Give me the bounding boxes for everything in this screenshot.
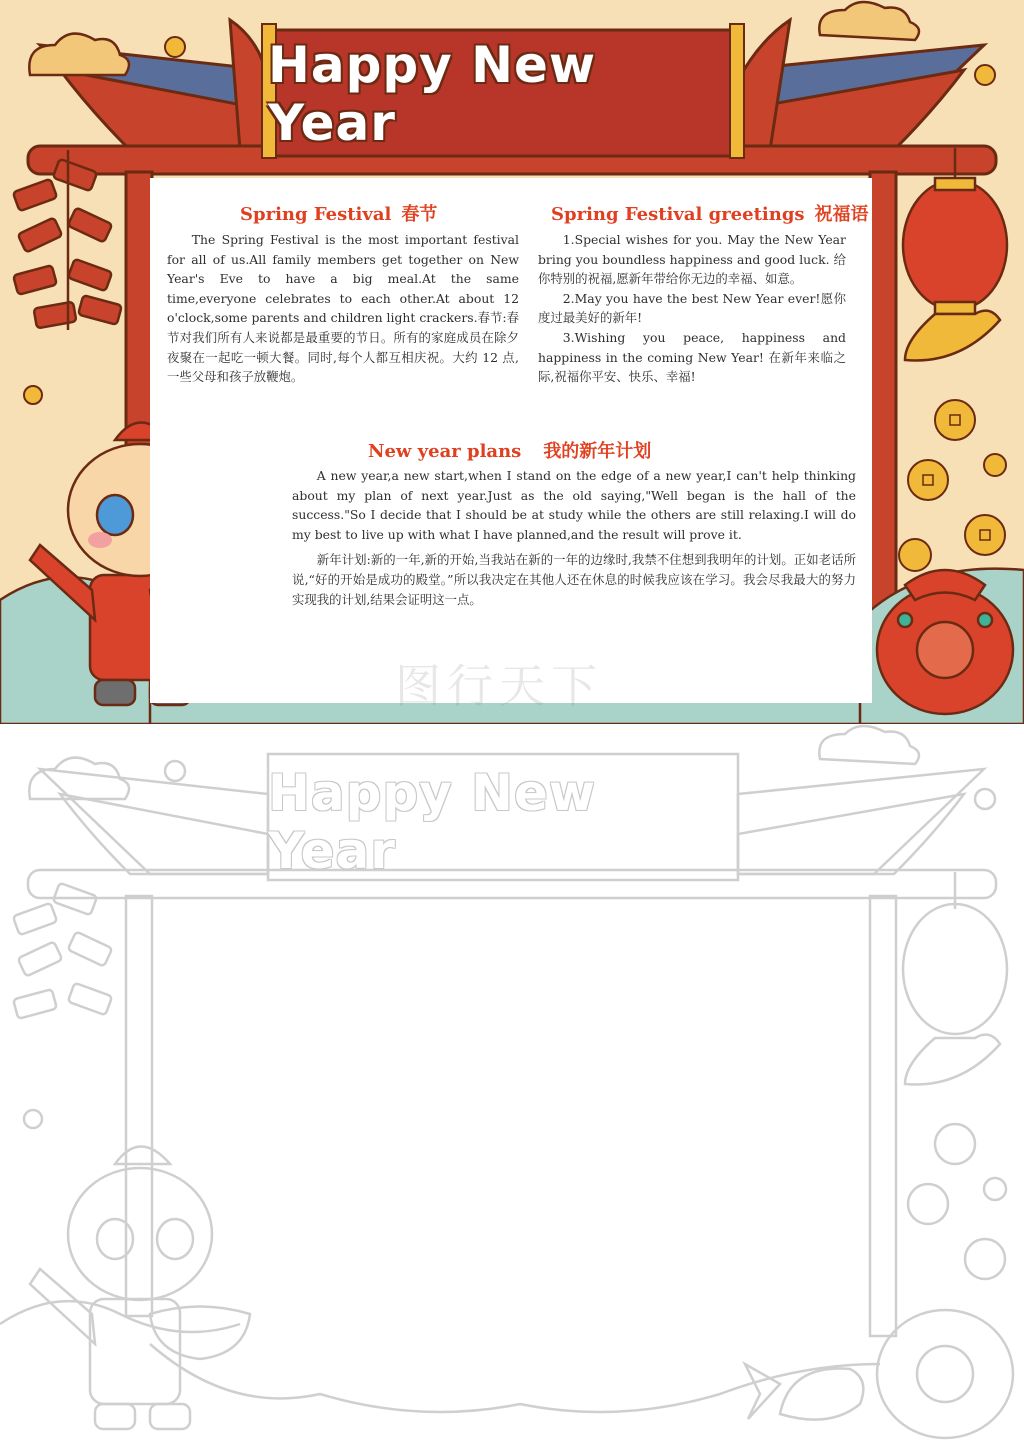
- greetings-title-en: Spring Festival greetings: [551, 204, 805, 225]
- plans-title-cn: 我的新年计划: [543, 441, 652, 462]
- greetings-title-cn: 祝福语: [814, 204, 869, 225]
- spring-festival-text: [167, 230, 519, 387]
- greetings-heading: [551, 200, 869, 226]
- lantern-icon: [903, 148, 1007, 361]
- spring-festival-heading: [240, 200, 437, 226]
- plans-paragraph-en: A new year,a new start,when I stand on the edge of a new year,I can't help thinking about my plan of next year.Just as the old saying,"Well began is the hall of the success."So I decide that I should be at study while the others are still relaxing.I will do my best to live up with what I have planned,and the result will prove it.: [292, 468, 856, 542]
- greetings-text: [538, 230, 846, 387]
- spring-festival-title-en: Spring Festival: [240, 204, 392, 225]
- page-title: Happy New Year: [268, 36, 597, 152]
- plans-text: [292, 466, 856, 609]
- outline-title-banner: [268, 764, 738, 880]
- plans-title-en: New year plans: [368, 441, 522, 462]
- greeting-item: 2.May you have the best New Year ever!愿你度过最美好的新年!: [538, 290, 846, 326]
- watermark: 图行天下: [395, 659, 603, 713]
- firecracker-icon: [13, 150, 122, 330]
- greeting-item: 3.Wishing you peace, happiness and happiness in the coming New Year! 在新年来临之际,祝福你平安、快乐、幸福!: [538, 329, 846, 385]
- outline-page-title: Happy New Year: [268, 764, 597, 880]
- plans-paragraph-cn: 新年计划:新的一年,新的开始,当我站在新的一年的边缘时,我禁不住想到我明年的计划。正如老话所说,“好的开始是成功的殿堂。”所以我决定在其他人还在休息的时候我应该在学习。我会尽我最大的努力实现我的计划,结果会证明这一点。: [292, 552, 856, 607]
- plans-heading: [368, 437, 651, 463]
- greeting-item: 1.Special wishes for you. May the New Year bring you boundless happiness and good luck. 给你特别的祝福,愿新年带给你无边的幸福、如意。: [538, 232, 846, 287]
- title-banner: [268, 30, 738, 158]
- spring-festival-paragraph: The Spring Festival is the most important festival for all of us.All family members get together on New Year's Eve to have a big meal.At the same time,everyone celebrates to each other.At about 12 o'clock,some parents and children light crackers.春节:春节对我们所有人来说都是最重要的节日。所有的家庭成员在除夕夜聚在一起吃一顿大餐。同时,每个人都互相庆祝。大约 12 点,一些父母和孩子放鞭炮。: [167, 232, 519, 385]
- right-pillar: [870, 172, 896, 612]
- spring-festival-title-cn: 春节: [401, 204, 438, 225]
- outline-poster: [0, 724, 1024, 1448]
